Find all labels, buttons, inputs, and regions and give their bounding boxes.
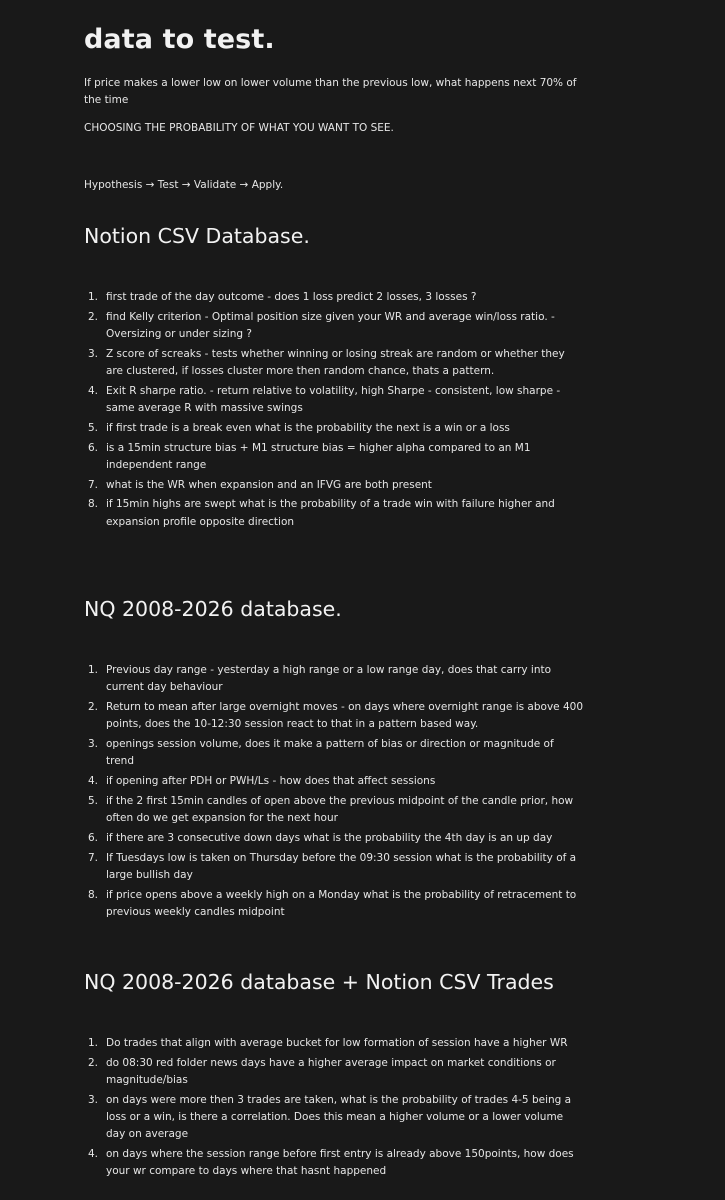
list-item-text: Do trades that align with average bucket for low formation of session have a higher WR xyxy=(106,1037,568,1049)
list-item-text: openings session volume, does it make a pattern of bias or direction or magnitude of trend xyxy=(106,738,554,768)
list-item-number: 5. xyxy=(87,421,98,434)
list-item xyxy=(84,699,584,733)
list-item-text: first trade of the day outcome - does 1 loss predict 2 losses, 3 losses ? xyxy=(106,291,477,303)
list-item xyxy=(84,1092,584,1144)
list-item-text: Return to mean after large overnight moves - on days where overnight range is above 400 points, does the 10-12:30 session react to that in a pattern based way. xyxy=(106,701,584,731)
list-nq-database xyxy=(84,662,584,924)
list-item xyxy=(84,383,584,417)
intro-process: Hypothesis → Test → Validate → Apply. xyxy=(84,179,284,191)
list-item-number: 1. xyxy=(87,664,98,676)
list-item xyxy=(84,1055,584,1089)
list-item-number: 4. xyxy=(87,775,98,787)
list-item-number: 1. xyxy=(87,291,98,303)
list-item-text: if first trade is a break even what is the probability the next is a win or a loss xyxy=(106,421,510,434)
page-title: data to test. xyxy=(84,24,275,55)
list-item-number: 8. xyxy=(87,888,98,901)
section-heading-nq-database: NQ 2008-2026 database. xyxy=(84,597,342,621)
list-item-text: Exit R sharpe ratio. - return relative to volatility, high Sharpe - consistent, low sharpe - same average R with massive swings xyxy=(106,384,561,414)
list-item xyxy=(84,496,584,530)
list-item-text: if price opens above a weekly high on a Monday what is the probability of retracement to previous weekly candles midpoint xyxy=(106,888,577,918)
list-item xyxy=(84,850,584,884)
list-item-number: 6. xyxy=(87,441,98,454)
list-item xyxy=(84,662,584,696)
list-item xyxy=(84,309,584,343)
list-item xyxy=(84,793,584,827)
list-item-number: 2. xyxy=(87,1056,98,1069)
list-item-number: 8. xyxy=(87,498,98,511)
list-item xyxy=(84,346,584,380)
list-item-text: Z score of screaks - tests whether winning or losing streak are random or whether they are clustered, if losses cluster more then random chance, thats a pattern. xyxy=(106,347,565,377)
list-item-text: on days were more then 3 trades are taken, what is the probability of trades 4-5 being a loss or a win, is there a correlation. Does this mean a higher volume or a lower volume day on average xyxy=(106,1093,572,1141)
list-item-number: 2. xyxy=(87,701,98,713)
section-heading-notion-csv: Notion CSV Database. xyxy=(84,224,310,248)
list-item-text: if the 2 first 15min candles of open above the previous midpoint of the candle prior, how often do we get expansion for the next hour xyxy=(106,794,574,824)
list-item-number: 6. xyxy=(87,831,98,844)
list-item xyxy=(84,1035,584,1052)
list-item xyxy=(84,1146,584,1180)
list-item-number: 3. xyxy=(87,347,98,360)
list-item xyxy=(84,477,584,494)
list-item-number: 3. xyxy=(87,1093,98,1106)
section-heading-nq-plus-notion: NQ 2008-2026 database + Notion CSV Trades xyxy=(84,970,554,994)
list-item xyxy=(84,420,584,437)
list-item xyxy=(84,887,584,921)
list-item xyxy=(84,773,584,790)
list-item-text: Previous day range - yesterday a high range or a low range day, does that carry into current day behaviour xyxy=(106,664,552,694)
list-item-number: 4. xyxy=(87,384,98,397)
intro-emphasis: CHOOSING THE PROBABILITY OF WHAT YOU WANT TO SEE. xyxy=(84,122,394,134)
list-item-text: do 08:30 red folder news days have a higher average impact on market conditions or magnitude/bias xyxy=(106,1056,556,1086)
list-item-number: 7. xyxy=(87,851,98,864)
list-item-text: if there are 3 consecutive down days what is the probability the 4th day is an up day xyxy=(106,831,553,844)
list-item-number: 1. xyxy=(87,1037,98,1049)
list-item-text: what is the WR when expansion and an IFVG are both present xyxy=(106,478,432,491)
list-item-text: If Tuesdays low is taken on Thursday before the 09:30 session what is the probability of a large bullish day xyxy=(106,851,577,881)
intro-question: If price makes a lower low on lower volume than the previous low, what happens next 70% of the time xyxy=(84,77,577,106)
list-item-number: 3. xyxy=(87,738,98,750)
list-item-text: find Kelly criterion - Optimal position size given your WR and average win/loss ratio. - Oversizing or under sizing ? xyxy=(106,310,555,340)
list-item xyxy=(84,440,584,474)
list-item-number: 7. xyxy=(87,478,98,491)
list-item-text: on days where the session range before first entry is already above 150points, how does your wr compare to days where that hasnt happened xyxy=(106,1148,574,1178)
list-item-number: 2. xyxy=(87,310,98,323)
list-item-text: is a 15min structure bias + M1 structure bias = higher alpha compared to an M1 independent range xyxy=(106,441,531,471)
list-item-text: if opening after PDH or PWH/Ls - how does that affect sessions xyxy=(106,775,436,787)
list-item xyxy=(84,289,584,306)
list-item-number: 5. xyxy=(87,794,98,807)
list-notion-csv xyxy=(84,289,584,533)
list-item-number: 4. xyxy=(87,1148,98,1160)
list-nq-plus-notion xyxy=(84,1035,584,1183)
list-item xyxy=(84,736,584,770)
list-item-text: if 15min highs are swept what is the probability of a trade win with failure higher and expansion profile opposite direction xyxy=(106,498,555,528)
list-item xyxy=(84,830,584,847)
